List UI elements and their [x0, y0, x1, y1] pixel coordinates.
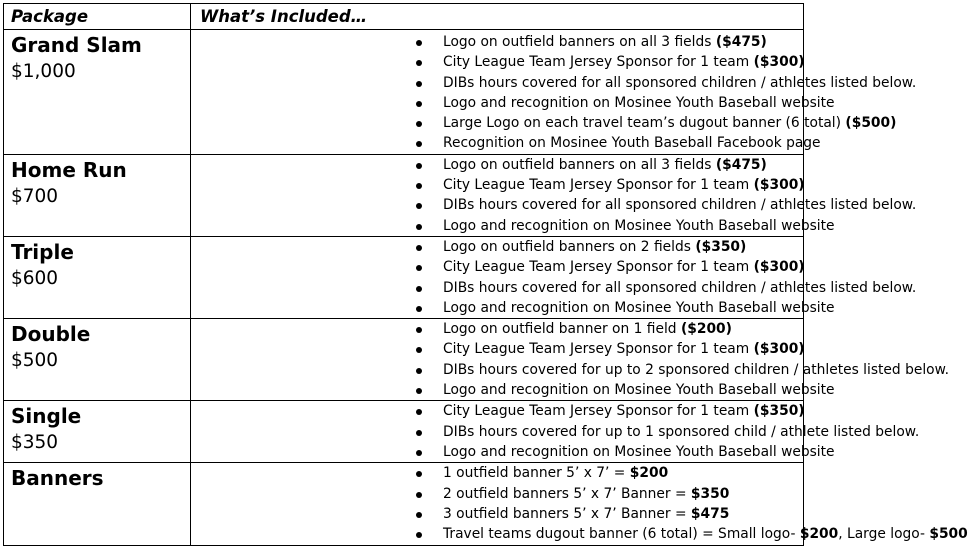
list-item: DIBs hours covered for up to 2 sponsored children / athletes listed below.: [191, 360, 803, 380]
included-header: What’s Included…: [191, 4, 804, 30]
list-item: Travel teams dugout banner (6 total) = Small logo- $200, Large logo- $500: [191, 524, 803, 544]
list-item: City League Team Jersey Sponsor for 1 team ($300): [191, 257, 803, 277]
list-item: Logo on outfield banners on all 3 fields ($475): [191, 155, 803, 175]
header-row: [4, 4, 804, 30]
list-item: 1 outfield banner 5’ x 7’ = $200: [191, 463, 803, 483]
included-cell: [191, 154, 917, 236]
list-item: City League Team Jersey Sponsor for 1 team ($300): [191, 52, 803, 72]
package-row: [4, 463, 804, 545]
package-price: $700: [11, 185, 59, 207]
list-item: DIBs hours covered for all sponsored children / athletes listed below.: [191, 195, 803, 215]
package-cell: [4, 30, 191, 155]
package-name: Double: [11, 322, 91, 347]
included-cell: [191, 319, 949, 401]
package-name: Banners: [11, 466, 104, 491]
list-item: 2 outfield banners 5’ x 7’ Banner = $350: [191, 484, 803, 504]
included-list: [191, 237, 917, 318]
package-cell: [4, 154, 191, 236]
list-item: Logo on outfield banners on all 3 fields ($475): [191, 32, 803, 52]
list-item: Logo and recognition on Mosinee Youth Baseball website: [191, 442, 803, 462]
list-item: Logo and recognition on Mosinee Youth Baseball website: [191, 93, 803, 113]
package-row: [4, 236, 804, 318]
list-item: Logo on outfield banners on 2 fields ($350): [191, 237, 803, 257]
list-item: Large Logo on each travel team’s dugout banner (6 total) ($500): [191, 113, 803, 133]
package-name: Single: [11, 404, 82, 429]
included-list: [191, 32, 917, 154]
included-cell: [191, 30, 917, 155]
package-cell: [4, 319, 191, 401]
included-cell: [191, 401, 920, 463]
packages-table: [3, 3, 968, 546]
list-item: Recognition on Mosinee Youth Baseball Facebook page: [191, 133, 803, 153]
list-item: City League Team Jersey Sponsor for 1 team ($300): [191, 175, 803, 195]
included-list: [191, 319, 949, 400]
list-item: Logo and recognition on Mosinee Youth Baseball website: [191, 380, 803, 400]
list-item: City League Team Jersey Sponsor for 1 team ($350): [191, 401, 803, 421]
package-price: $1,000: [11, 61, 76, 82]
list-item: City League Team Jersey Sponsor for 1 team ($300): [191, 339, 803, 359]
included-cell: [191, 236, 917, 318]
included-list: [191, 463, 968, 544]
package-name: Grand Slam: [11, 33, 142, 57]
package-cell: [4, 236, 191, 318]
included-list: [191, 155, 917, 236]
list-item: DIBs hours covered for all sponsored children / athletes listed below.: [191, 73, 803, 93]
package-cell: [4, 401, 191, 463]
package-header: Package: [4, 4, 191, 30]
package-name: Home Run: [11, 157, 127, 182]
package-row: [4, 401, 804, 463]
list-item: DIBs hours covered for up to 1 sponsored child / athlete listed below.: [191, 422, 803, 442]
package-name: Triple: [11, 239, 74, 264]
package-price: $500: [11, 350, 59, 372]
list-item: Logo and recognition on Mosinee Youth Baseball website: [191, 216, 803, 236]
included-list: [191, 401, 920, 462]
package-price: $350: [11, 432, 59, 454]
list-item: Logo on outfield banner on 1 field ($200): [191, 319, 803, 339]
list-item: Logo and recognition on Mosinee Youth Baseball website: [191, 298, 803, 318]
included-cell: [191, 463, 968, 545]
package-row: [4, 319, 804, 401]
package-row: [4, 154, 804, 236]
list-item: DIBs hours covered for all sponsored children / athletes listed below.: [191, 278, 803, 298]
list-item: 3 outfield banners 5’ x 7’ Banner = $475: [191, 504, 803, 524]
package-row: [4, 30, 804, 155]
package-cell: [4, 463, 191, 545]
package-price: $600: [11, 267, 59, 289]
